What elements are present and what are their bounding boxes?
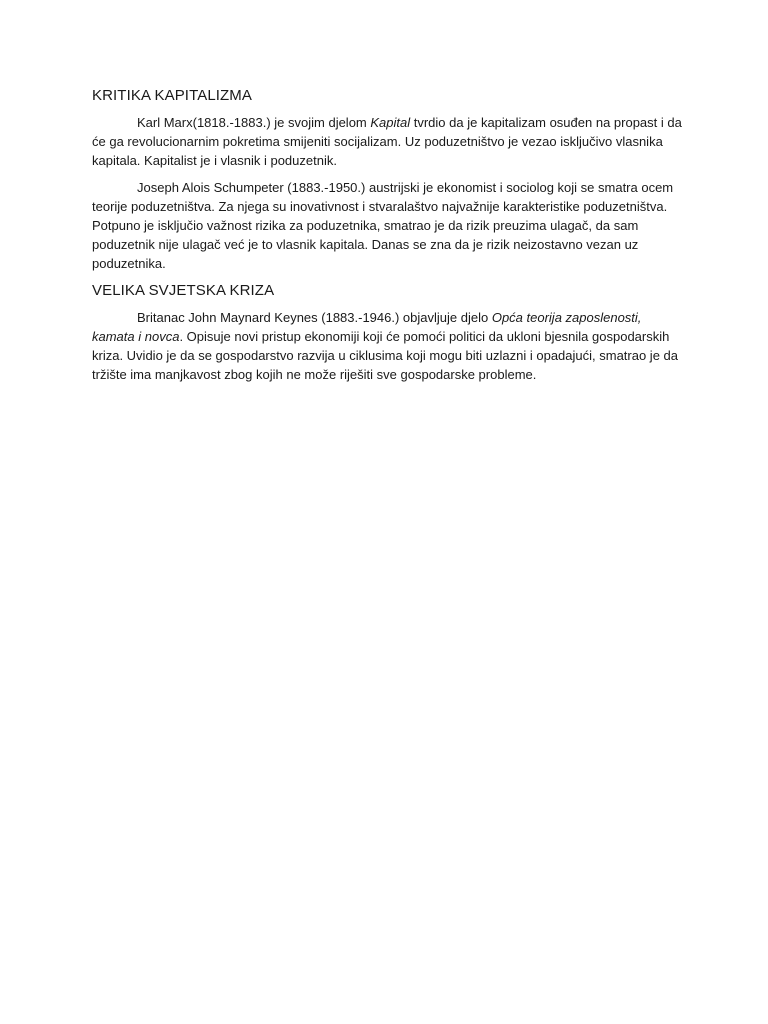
paragraph-schumpeter — [92, 178, 682, 273]
text-segment: tvrdio da je kapitalizam osuđen na propast i da će ga revolucionarnim pokretima smijeniti socijalizam. Uz poduzetništvo je vezao isključivo vlasnika kapitala. Kapitalist je i vlasnik i poduzetnik. — [92, 115, 682, 168]
text-segment: Joseph Alois Schumpeter (1883.-1950.) austrijski je ekonomist i sociolog koji se smatra ocem teorije poduzetništva. Za njega su inovativnost i stvaralaštvo najvažnije karakteristike poduzetništva. Potpuno je isključio važnost rizika za poduzetnika, smatrao je da rizik preuzima ulagač, da sam poduzetnik nije ulagač već je to vlasnik kapitala. Danas se zna da je rizik neizostavno vezan uz poduzetnika. — [92, 180, 674, 271]
section-kritika-kapitalizma — [92, 86, 682, 273]
text-segment: Karl Marx(1818.-1883.) je svojim djelom — [137, 115, 371, 130]
section-heading: VELIKA SVJETSKA KRIZA — [92, 282, 275, 299]
italic-book-title: Opća teorija zaposlenosti, kamata i novca — [92, 310, 642, 344]
text-segment: Britanac John Maynard Keynes (1883.-1946.) objavljuje djelo — [137, 310, 492, 325]
paragraph-keynes — [92, 308, 682, 384]
paragraph-marx — [92, 113, 682, 170]
document-page — [92, 86, 682, 392]
text-segment: . Opisuje novi pristup ekonomiji koji će pomoći politici da ukloni bjesnila gospodarskih kriza. Uvidio je da se gospodarstvo razvija u ciklusima koji mogu biti uzlazni i opadajući, smatrao je da tržište ima manjkavost zbog kojih ne može riješiti sve gospodarske probleme. — [92, 329, 678, 382]
section-velika-svjetska-kriza — [92, 281, 682, 384]
section-heading: KRITIKA KAPITALIZMA — [92, 87, 252, 104]
italic-book-title: Kapital — [370, 115, 411, 130]
